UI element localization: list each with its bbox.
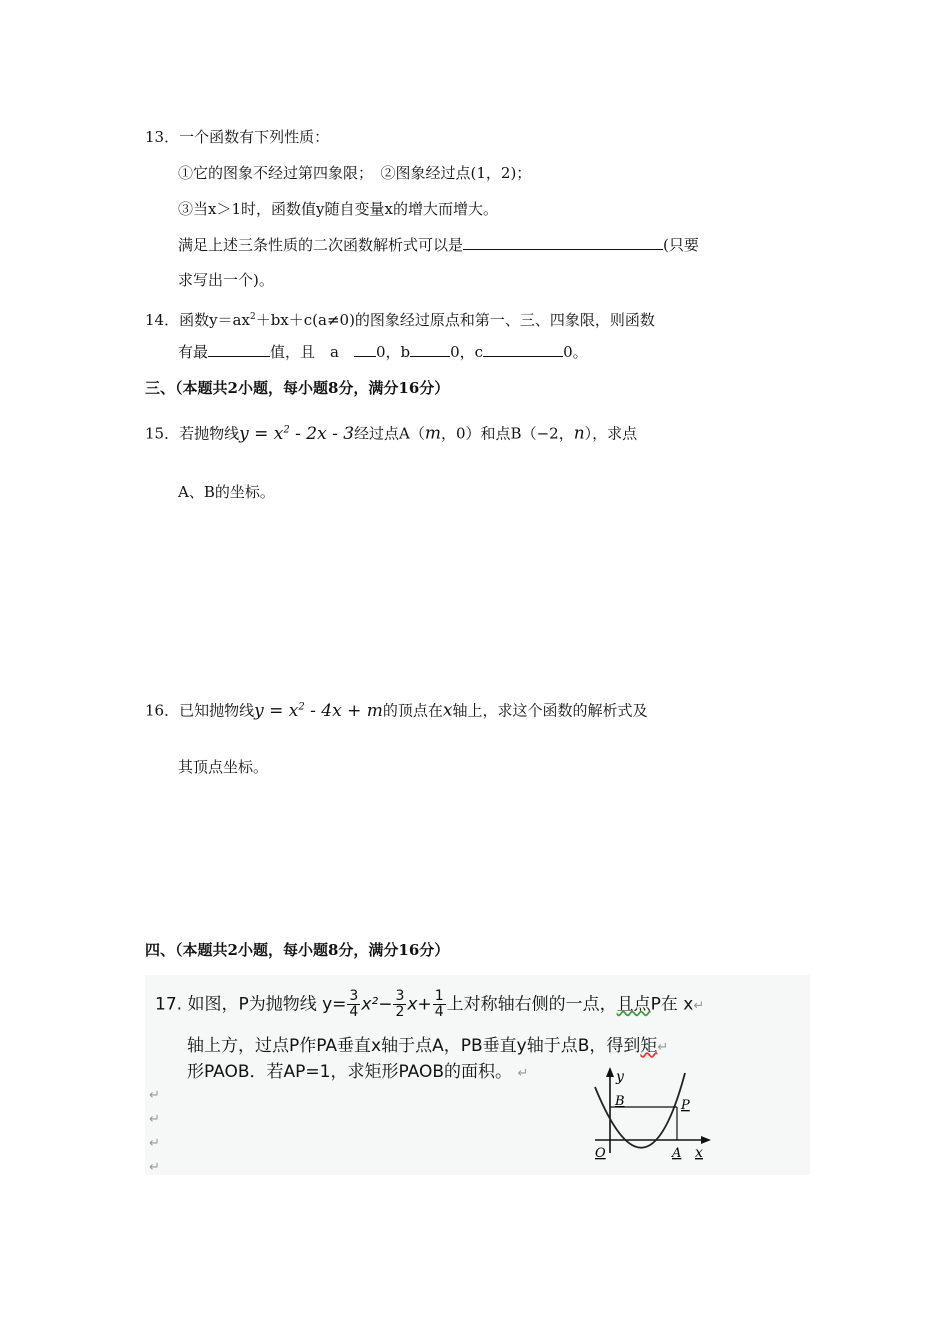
- q17-text-d: P在 x: [650, 994, 694, 1015]
- section-3-heading: 三、（本题共2小题，每小题8分，满分16分）: [145, 379, 450, 397]
- q17-frac-3-den: 4: [434, 1004, 444, 1020]
- q15-eq-sup: 2: [283, 424, 290, 435]
- q17-x2: x²−: [361, 994, 393, 1015]
- q13-answer-blank[interactable]: [463, 235, 663, 250]
- q17-text-g: 形PAOB．若AP=1，求矩形PAOB的面积。: [187, 1062, 513, 1082]
- q16-eq-a: y = x: [254, 700, 299, 721]
- label-p: P: [681, 1098, 690, 1113]
- q17-frac-2-num: 3: [395, 988, 405, 1004]
- q17-text-a: 17. 如图，P为抛物线 y=: [155, 994, 347, 1015]
- q14-sup: 2: [249, 312, 256, 322]
- q14-line1: [145, 307, 655, 330]
- q17-line2: [187, 1035, 668, 1059]
- q17-frac-1-den: 4: [349, 1004, 359, 1020]
- q17-text-b: 上对称轴右侧的一点，: [446, 994, 617, 1015]
- q17-frac-3: [433, 989, 446, 1020]
- q17-frac-2-den: 2: [395, 1004, 405, 1020]
- q16-equation: [254, 701, 383, 721]
- paragraph-mark-icon: ↵: [517, 1066, 529, 1081]
- q13-line5: 求写出一个)。: [178, 271, 274, 289]
- q16-line1: [145, 697, 647, 721]
- paragraph-mark-icon: ↵: [149, 1136, 160, 1151]
- q16-eq-b: - 4x + m: [304, 700, 383, 721]
- paragraph-mark-icon: ↵: [149, 1112, 160, 1127]
- label-x: x: [695, 1145, 703, 1161]
- parabola-curve: [595, 1073, 685, 1148]
- q13-line2: ①它的图象不经过第四象限； ②图象经过点(1，2)；: [178, 164, 532, 182]
- q15-mid1: 经过点A（: [354, 424, 425, 443]
- q17-frac-1: [347, 989, 360, 1020]
- q14-line2: [178, 342, 588, 362]
- q16-post: 轴上，求这个函数的解析式及: [452, 701, 648, 720]
- q14-blank-b[interactable]: [410, 342, 450, 357]
- y-axis-arrow-icon: [606, 1067, 614, 1077]
- q13-line1: 13．一个函数有下列性质：: [145, 128, 330, 146]
- q15-line2: A、B的坐标。: [178, 483, 275, 501]
- q14-text-g: 0。: [563, 343, 588, 361]
- q15-line1: [145, 420, 637, 444]
- q17-text-f: 矩: [640, 1036, 658, 1056]
- q16-pre: 16．已知抛物线: [145, 701, 255, 720]
- q14-text-f: 0，c: [450, 343, 484, 361]
- paragraph-mark-icon: ↵: [657, 1040, 669, 1055]
- paragraph-mark-icon: ↵: [149, 1088, 160, 1103]
- q14-text-c: 有最: [178, 343, 209, 361]
- q14-text-a: 14．函数y＝ax: [145, 311, 250, 329]
- q17-xplus: x+: [407, 994, 432, 1015]
- q17-text-c: 且点: [616, 994, 651, 1015]
- q15-n: n: [573, 423, 585, 444]
- q17-text-e: 轴上方，过点P作PA垂直x轴于点A，PB垂直y轴于点B，得到: [187, 1036, 641, 1056]
- q15-eq-a: y = x: [239, 423, 284, 444]
- q13-note: (只要: [663, 236, 699, 254]
- q14-blank-extreme[interactable]: [208, 342, 270, 357]
- q15-pre: 15．若抛物线: [145, 424, 240, 443]
- q17-line3: [187, 1061, 528, 1085]
- q13-line4: [178, 235, 699, 255]
- section-4-heading: 四、（本题共2小题，每小题8分，满分16分）: [145, 941, 450, 959]
- x-axis-arrow-icon: [701, 1136, 711, 1144]
- q15-m: m: [424, 423, 442, 444]
- label-a: A: [672, 1146, 682, 1161]
- q14-text-e: 0，b: [375, 343, 411, 361]
- label-b: B: [615, 1094, 625, 1109]
- q14-text-b: ＋bx＋c(a≠0)的图象经过原点和第一、三、四象限，则函数: [255, 311, 655, 329]
- q15-post: ），求点: [584, 424, 638, 443]
- q16-eq-sup: 2: [298, 701, 305, 712]
- paragraph-mark-icon: ↵: [149, 1160, 160, 1175]
- q14-blank-a[interactable]: [354, 342, 376, 357]
- q17-frac-3-num: 1: [434, 988, 444, 1004]
- q13-prompt: 满足上述三条性质的二次函数解析式可以是: [178, 236, 464, 254]
- q16-mid: 的顶点在: [382, 701, 443, 720]
- paragraph-mark-icon: ↵: [693, 998, 705, 1014]
- q14-text-d: 值，且 a: [270, 343, 354, 361]
- parabola-figure: [575, 1065, 725, 1165]
- q17-frac-1-num: 3: [349, 988, 359, 1004]
- label-y: y: [616, 1069, 624, 1085]
- q14-blank-c[interactable]: [483, 342, 563, 357]
- q15-mid2: ，0）和点B（−2，: [441, 424, 574, 443]
- label-o: O: [595, 1146, 606, 1161]
- q17-image-block: [145, 975, 810, 1175]
- q16-x: x: [442, 700, 453, 721]
- q17-line1: [155, 989, 704, 1020]
- q15-eq-b: - 2x - 3: [289, 423, 355, 444]
- q13-line3: ③当x＞1时，函数值y随自变量x的增大而增大。: [178, 200, 498, 218]
- q17-frac-2: [393, 989, 406, 1020]
- q15-equation: [239, 424, 354, 444]
- q16-line2: 其顶点坐标。: [178, 758, 269, 776]
